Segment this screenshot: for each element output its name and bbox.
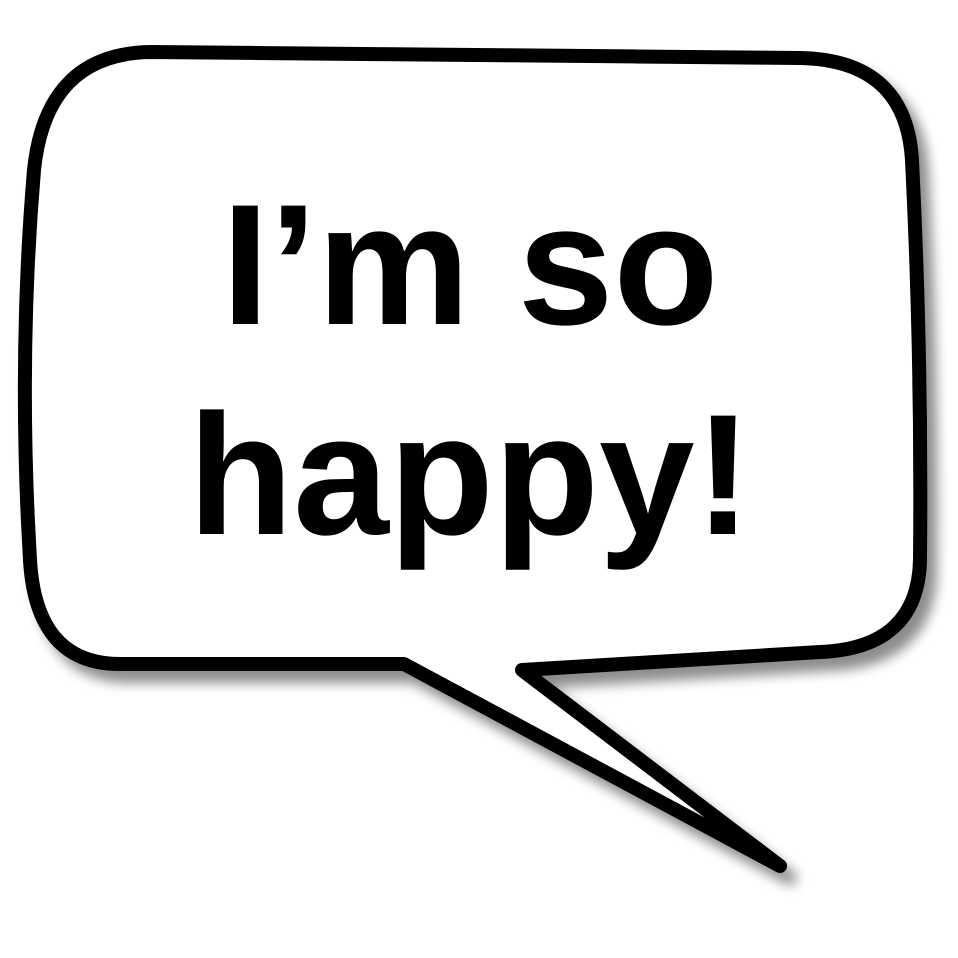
speech-line-2: happy! [188, 379, 752, 571]
speech-text [90, 160, 850, 580]
speech-line-1: I’m so [221, 169, 719, 361]
